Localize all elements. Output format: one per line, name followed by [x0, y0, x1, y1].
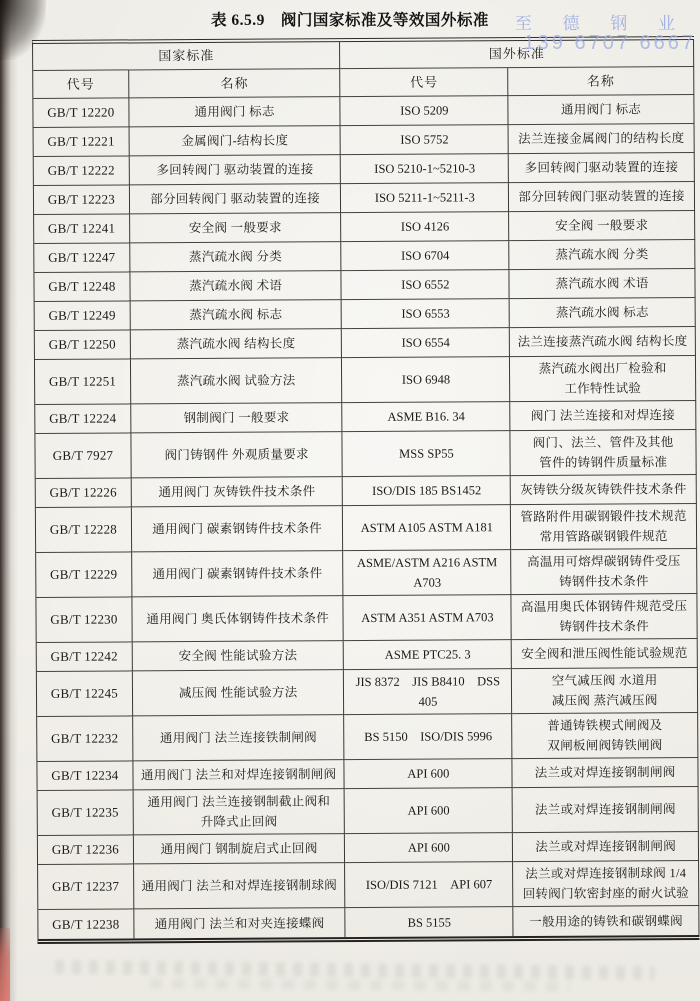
gb-code-cell: GB/T 12235 — [38, 790, 134, 836]
gb-name-cell: 通用阀门 法兰和对焊连接钢制球阀 — [134, 863, 346, 909]
column-header-fs-name: 名称 — [508, 67, 694, 96]
fs-code-cell: API 600 — [345, 788, 513, 834]
gb-name-cell: 蒸汽疏水阀 结构长度 — [131, 329, 343, 359]
fs-name-cell: 法兰或对焊连接钢制闸阀 — [513, 832, 699, 862]
gb-code-cell: GB/T 12220 — [33, 98, 129, 128]
standards-table — [32, 36, 700, 944]
gb-name-cell: 通用阀门 钢制旋启式止回阀 — [134, 834, 346, 864]
fs-name-cell: 安全阀和泄压阀性能试验规范 — [512, 639, 698, 669]
fs-code-cell: ASME B16. 34 — [343, 402, 511, 432]
gb-code-cell: GB/T 12251 — [35, 359, 131, 405]
fs-name-cell: 通用阀门 标志 — [509, 95, 695, 125]
fs-name-cell: 法兰或对焊连接钢制球阀 1/4 回转阀门软密封座的耐火试验 — [513, 861, 699, 907]
fs-code-cell: ISO 6704 — [342, 241, 510, 271]
gb-code-cell: GB/T 12232 — [37, 716, 133, 762]
fs-name-cell: 蒸汽疏水阀 术语 — [510, 269, 696, 299]
column-header-row — [33, 67, 694, 99]
gb-code-cell: GB/T 12234 — [37, 761, 133, 791]
gb-code-cell: GB/T 12237 — [38, 864, 134, 910]
fs-code-cell: ISO 6552 — [342, 270, 510, 300]
fs-name-cell: 阀门 法兰连接和对焊连接 — [511, 401, 697, 431]
scan-edge-pink — [0, 928, 10, 1001]
table-row — [36, 504, 697, 553]
gb-code-cell: GB/T 12238 — [38, 909, 134, 939]
fs-code-cell: ISO 4126 — [342, 212, 510, 242]
gb-name-cell: 钢制阀门 一般要求 — [131, 403, 343, 433]
table-row — [34, 211, 695, 244]
gb-code-cell: GB/T 12242 — [37, 642, 133, 672]
page-bleed-through — [150, 979, 570, 992]
gb-name-cell: 通用阀门 碳素钢铸件技术条件 — [132, 506, 344, 552]
fs-name-cell: 阀门、法兰、管件及其他 管件的铸钢件质量标准 — [511, 430, 697, 476]
fs-name-cell: 普通铸铁楔式闸阀及 双闸板闸阀铸铁闸阀 — [512, 713, 698, 759]
table-row — [35, 298, 696, 331]
gb-name-cell: 部分回转阀门 驱动装置的连接 — [130, 184, 342, 214]
gb-code-cell: GB/T 12224 — [35, 404, 131, 434]
table-row — [36, 549, 697, 598]
group-header-row — [33, 40, 694, 71]
fs-code-cell: ISO 5209 — [341, 96, 509, 126]
table-row — [34, 124, 695, 157]
fs-name-cell: 灰铸铁分级灰铸铁件技术条件 — [511, 475, 697, 505]
table-row — [34, 240, 695, 273]
fs-name-cell: 高温用奥氏体钢铸件规范受压 铸钢件技术条件 — [512, 594, 698, 640]
gb-code-cell: GB/T 12228 — [36, 507, 132, 553]
table-row — [37, 639, 698, 672]
gb-name-cell: 通用阀门 奥氏体钢铸件技术条件 — [132, 596, 344, 642]
table-row — [38, 832, 699, 865]
table-row — [35, 327, 696, 360]
gb-code-cell: GB/T 12250 — [35, 330, 131, 360]
fs-name-cell: 安全阀 一般要求 — [509, 211, 695, 241]
gb-code-cell: GB/T 12223 — [34, 185, 130, 215]
gb-code-cell: GB/T 7927 — [35, 433, 131, 479]
fs-code-cell: ISO 6553 — [342, 299, 510, 329]
fs-code-cell: ASTM A105 ASTM A181 — [343, 505, 511, 551]
table-row — [36, 475, 697, 508]
gb-code-cell: GB/T 12249 — [35, 301, 131, 331]
fs-name-cell: 法兰连接蒸汽疏水阀 结构长度 — [510, 327, 696, 357]
fs-code-cell: ASTM A351 ASTM A703 — [344, 595, 512, 641]
page-bleed-through — [55, 960, 655, 980]
fs-name-cell: 蒸汽疏水阀 标志 — [510, 298, 696, 328]
gb-name-cell: 通用阀门 灰铸铁件技术条件 — [132, 477, 344, 507]
fs-code-cell: ISO/DIS 185 BS1452 — [343, 476, 511, 506]
watermark-company: 至 德 钢 业 — [514, 14, 688, 33]
fs-code-cell: BS 5155 — [346, 907, 514, 937]
fs-code-cell: ISO 6554 — [342, 328, 510, 358]
table-row — [34, 182, 695, 215]
watermark-phone: 139 6707 6667 — [523, 32, 696, 54]
gb-name-cell: 金属阀门-结构长度 — [129, 126, 341, 156]
fs-code-cell: API 600 — [345, 759, 513, 789]
gb-name-cell: 减压阀 性能试验方法 — [133, 670, 345, 716]
gb-name-cell: 蒸汽疏水阀 试验方法 — [131, 358, 343, 404]
fs-code-cell: BS 5150 ISO/DIS 5996 — [345, 714, 513, 760]
fs-code-cell: ISO 6948 — [342, 357, 510, 403]
gb-name-cell: 蒸汽疏水阀 术语 — [130, 271, 342, 301]
gb-code-cell: GB/T 12222 — [34, 156, 130, 186]
table-row — [37, 758, 698, 791]
fs-code-cell: ISO 5752 — [341, 125, 509, 155]
table-row — [35, 401, 696, 434]
group-header-foreign: 国外标准 — [341, 40, 695, 69]
gb-code-cell: GB/T 12245 — [37, 671, 133, 717]
fs-name-cell: 法兰或对焊连接钢制闸阀 — [513, 758, 699, 788]
fs-name-cell: 空气减压阀 水道用 减压阀 蒸汽减压阀 — [512, 668, 698, 714]
table-row — [34, 269, 695, 302]
table-row — [36, 594, 697, 643]
group-header-national: 国家标准 — [33, 42, 341, 71]
gb-name-cell: 蒸汽疏水阀 标志 — [130, 300, 342, 330]
gb-code-cell: GB/T 12226 — [36, 478, 132, 508]
gb-name-cell: 安全阀 一般要求 — [130, 213, 342, 243]
gb-code-cell: GB/T 12230 — [36, 597, 132, 643]
fs-name-cell: 法兰或对焊连接钢制闸阀 — [513, 787, 699, 833]
standards-table-body — [33, 95, 699, 939]
page-title: 表 6.5.9 阀门国家标准及等效国外标准 — [211, 12, 489, 29]
gb-name-cell: 通用阀门 碳素钢铸件技术条件 — [132, 551, 344, 597]
fs-name-cell: 部分回转阀门驱动装置的连接 — [509, 182, 695, 212]
fs-name-cell: 管路附件用碳钢锻件技术规范 常用管路碳钢锻件规范 — [511, 504, 697, 550]
fs-code-cell: ISO 5210-1~5210-3 — [341, 154, 509, 184]
fs-code-cell: ASME PTC25. 3 — [344, 640, 512, 670]
fs-name-cell: 多回转阀门驱动装置的连接 — [509, 153, 695, 183]
fs-name-cell: 一般用途的铸铁和碳钢蝶阀 — [514, 906, 700, 936]
fs-name-cell: 蒸汽疏水阀出厂检验和 工作特性试验 — [510, 356, 696, 402]
fs-code-cell: JIS 8372 JIS B8410 DSS 405 — [344, 669, 512, 715]
fs-code-cell: ISO/DIS 7121 API 607 — [346, 862, 514, 908]
gb-name-cell: 多回转阀门 驱动装置的连接 — [130, 155, 342, 185]
table-row — [37, 668, 698, 717]
table-row — [38, 787, 699, 836]
column-header-gb-code: 代号 — [33, 70, 129, 99]
gb-code-cell: GB/T 12248 — [34, 272, 130, 302]
fs-code-cell: API 600 — [345, 833, 513, 863]
table-row — [38, 861, 699, 910]
fs-name-cell: 蒸汽疏水阀 分类 — [510, 240, 696, 270]
table-row — [35, 430, 696, 479]
gb-code-cell: GB/T 12241 — [34, 214, 130, 244]
scan-edge-shadow — [0, 0, 18, 1001]
gb-name-cell: 通用阀门 法兰连接铁制闸阀 — [133, 715, 345, 761]
table-row — [37, 713, 698, 762]
gb-name-cell: 通用阀门 法兰和对焊连接钢制闸阀 — [133, 760, 345, 790]
gb-code-cell: GB/T 12221 — [34, 127, 130, 157]
table-row — [35, 356, 696, 405]
gb-name-cell: 通用阀门 法兰连接钢制截止阀和 升降式止回阀 — [133, 789, 345, 835]
fs-code-cell: MSS SP55 — [343, 431, 511, 477]
gb-name-cell: 通用阀门 标志 — [129, 97, 341, 127]
fs-name-cell: 高温用可熔焊碳钢铸件受压 铸钢件技术条件 — [511, 549, 697, 595]
gb-name-cell: 安全阀 性能试验方法 — [133, 641, 345, 671]
table-row — [38, 906, 699, 939]
gb-code-cell: GB/T 12229 — [36, 552, 132, 598]
column-header-fs-code: 代号 — [341, 68, 509, 97]
fs-code-cell: ASME/ASTM A216 ASTM A703 — [344, 550, 512, 596]
fs-code-cell: ISO 5211-1~5211-3 — [341, 183, 509, 213]
gb-code-cell: GB/T 12247 — [34, 243, 130, 273]
table-row — [33, 95, 694, 128]
gb-code-cell: GB/T 12236 — [38, 835, 134, 865]
gb-name-cell: 蒸汽疏水阀 分类 — [130, 242, 342, 272]
fs-name-cell: 法兰连接金属阀门的结构长度 — [509, 124, 695, 154]
gb-name-cell: 通用阀门 法兰和对夹连接蝶阀 — [134, 908, 346, 938]
gb-name-cell: 阀门铸钢件 外观质量要求 — [131, 432, 343, 478]
table-row — [34, 153, 695, 186]
column-header-gb-name: 名称 — [129, 69, 341, 98]
